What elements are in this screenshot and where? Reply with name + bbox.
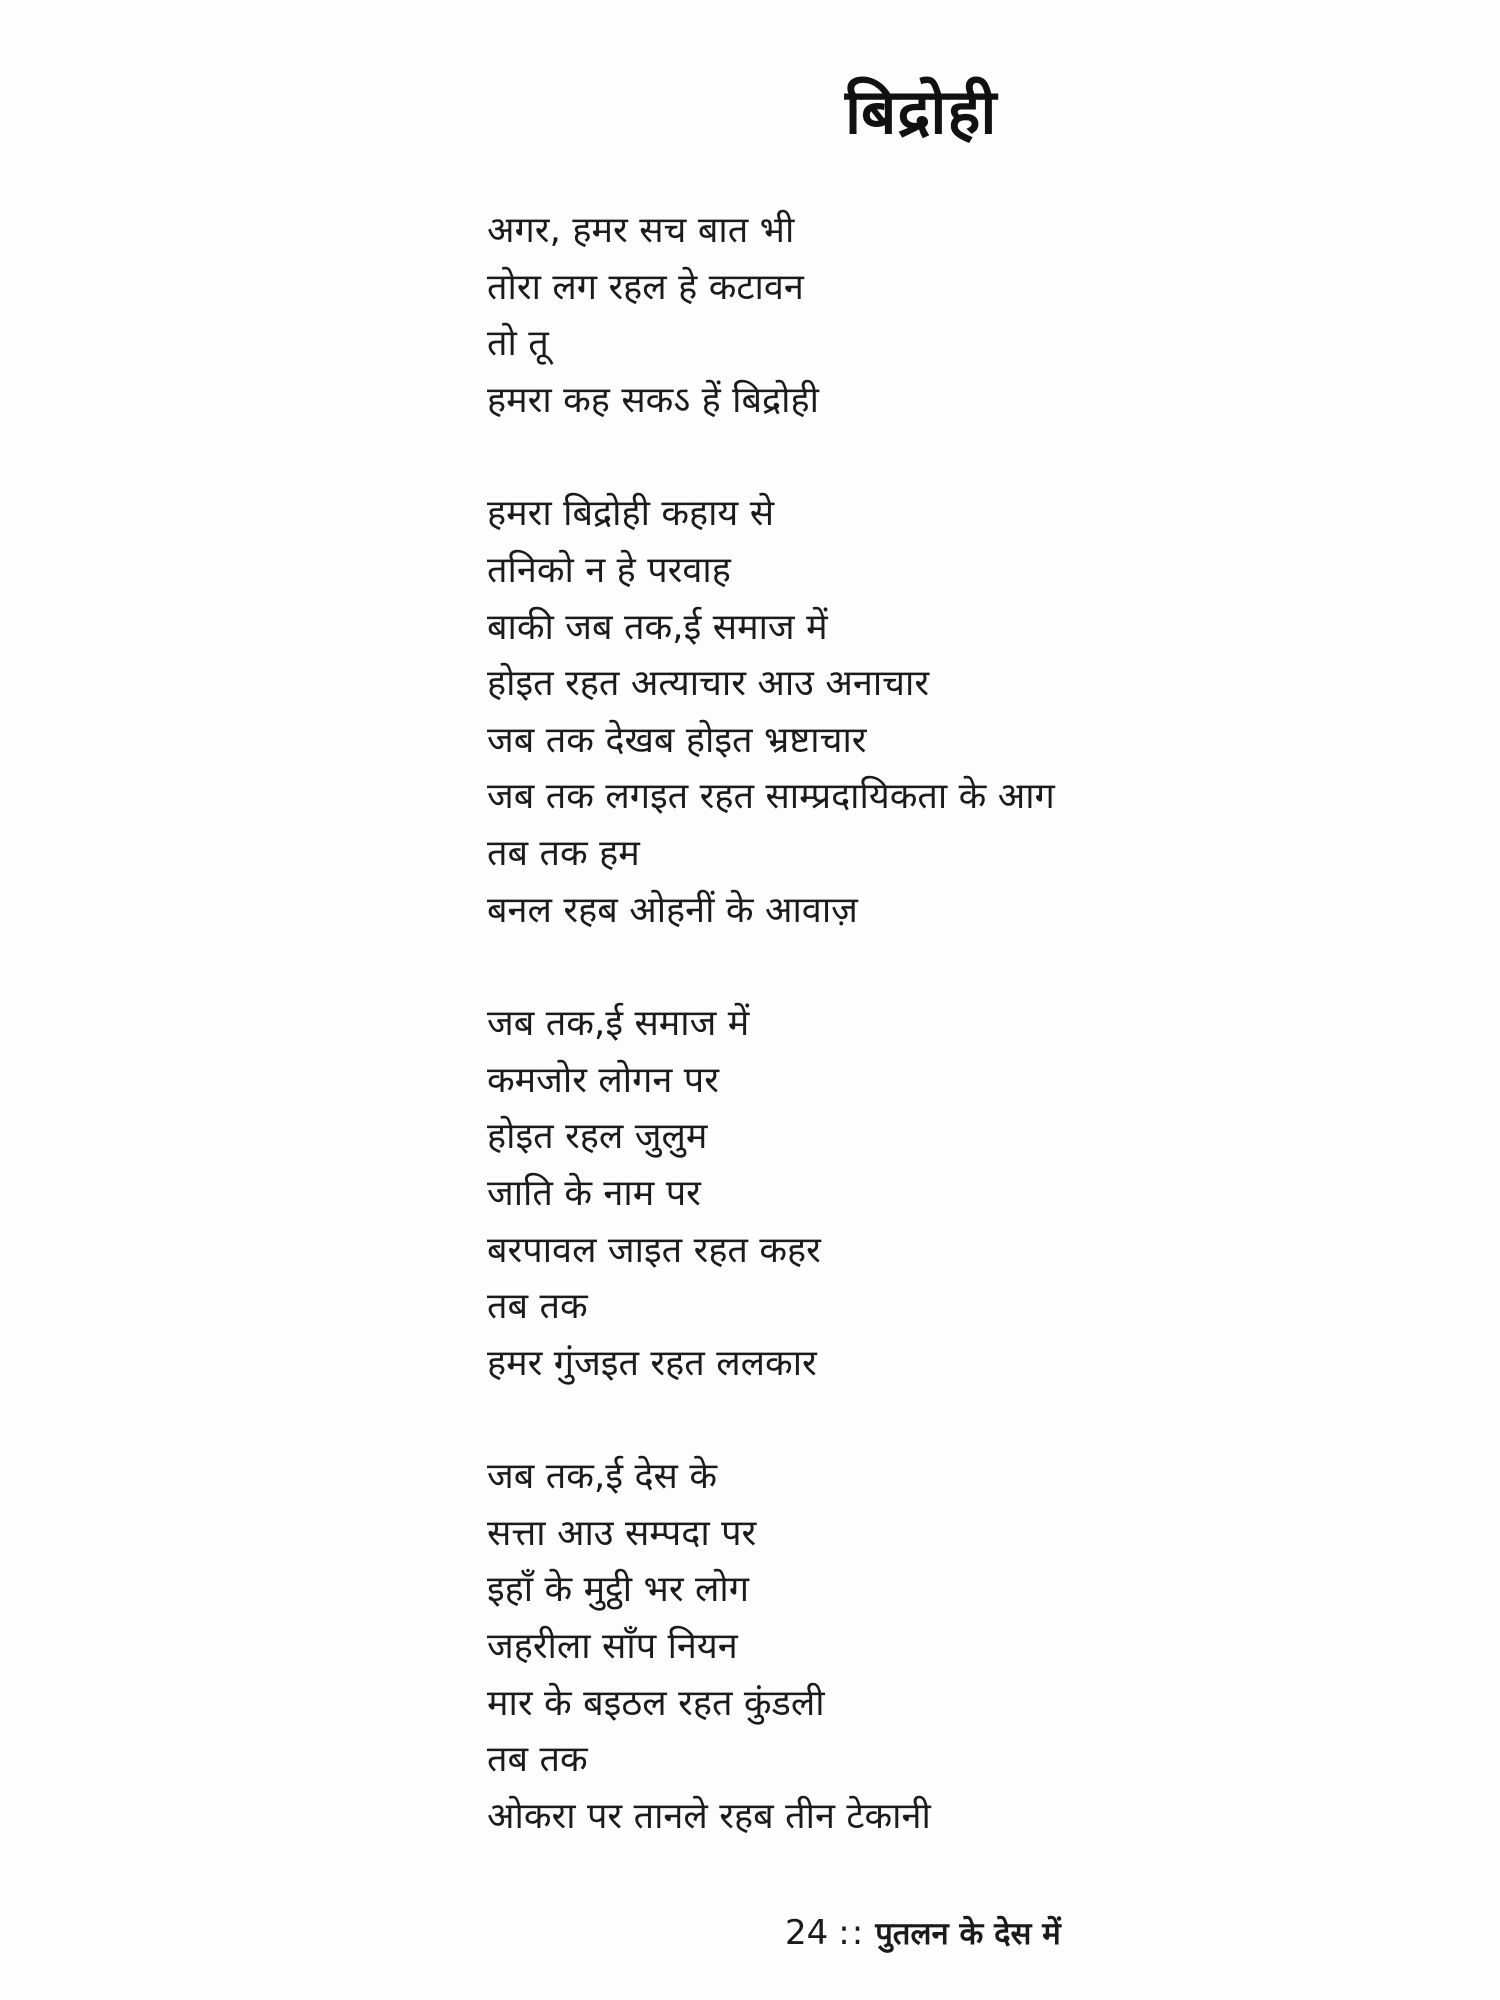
stanza [487, 1449, 1387, 1845]
stanza [487, 203, 1387, 429]
poem-line: होइत रहल जुलुम [487, 1116, 708, 1158]
poem-line: जहरीला साँप नियन [487, 1626, 738, 1668]
poem-line: तब तक [487, 1286, 588, 1328]
poem-line: जब तक लगइत रहत साम्प्रदायिकता के आग [487, 776, 1055, 818]
poem-line: जाति के नाम पर [487, 1172, 701, 1214]
poem-line: बनल रहब ओहनीं के आवाज़ [487, 889, 858, 931]
poem-line: हमर गुंजइत रहत ललकार [487, 1342, 817, 1384]
book-title: पुतलन के देस में [875, 1916, 1061, 1952]
footer-separator: :: [838, 1913, 866, 1953]
poem-line: बाकी जब तक,ई समाज में [487, 606, 828, 648]
poem-line: तब तक हम [487, 832, 640, 874]
poem-line: तोरा लग रहल हे कटावन [487, 266, 804, 308]
poem-line: जब तक देखब होइत भ्रष्टाचार [487, 719, 867, 761]
poem-line: ओकरा पर तानले रहब तीन टेकानी [487, 1795, 931, 1837]
poem-line: अगर, हमर सच बात भी [487, 210, 795, 251]
page-footer [785, 1908, 1061, 1959]
page-number: 24 [785, 1913, 829, 1953]
poem-line: मार के बइठल रहत कुंडली [487, 1682, 825, 1724]
poem-line: कमजोर लोगन पर [487, 1059, 719, 1101]
stanza [487, 486, 1387, 939]
stanza [487, 996, 1387, 1392]
poem-line: इहाँ के मुट्ठी भर लोग [487, 1569, 750, 1611]
poem-line: तो तू [487, 323, 549, 365]
poem-body [487, 203, 1387, 1902]
poem-line: जब तक,ई देस के [487, 1456, 717, 1498]
poem-line: तनिको न हे परवाह [487, 549, 731, 591]
poem-line: सत्ता आउ सम्पदा पर [487, 1512, 757, 1554]
poem-line: तब तक [487, 1739, 588, 1781]
poem-line: होइत रहत अत्याचार आउ अनाचार [487, 663, 930, 705]
poem-line: जब तक,ई समाज में [487, 1003, 750, 1045]
poem-title: बिद्रोही [845, 75, 998, 148]
poem-line: हमरा बिद्रोही कहाय से [487, 493, 775, 535]
poem-line: बरपावल जाइत रहत कहर [487, 1229, 821, 1271]
poem-line: हमरा कह सकऽ हें बिद्रोही [487, 379, 819, 421]
